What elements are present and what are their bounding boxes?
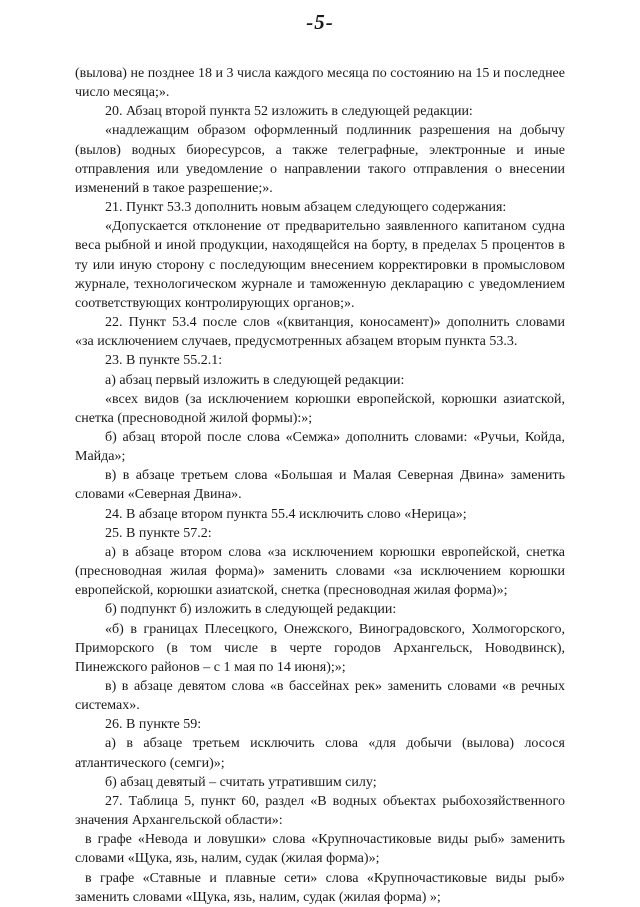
paragraph: «б) в границах Плесецкого, Онежского, Виноградовского, Холмогорского, Приморского (в том числе в черте городов Архангельск, Новодвинск), Пинежского районов – с 1 мая по 14 июня);»; [75, 621, 565, 675]
paragraph: 24. В абзаце втором пункта 55.4 исключить слово «Нерица»; [105, 506, 467, 522]
paragraph: 22. Пункт 53.4 после слов «(квитанция, коносамент)» дополнить словами «за исключением случаев, предусмотренных абзацем вторым пункта 53.3. [75, 315, 565, 350]
paragraph: «Допускается отклонение от предварительно заявленного капитаном судна веса рыбной и иной продукции, находящейся на борту, в пределах 5 процентов в ту или иную сторону с последующим внесением корректировки в промысловом журнале, технологическом журнале и таможенную декларацию с уведомлением соответствующих контролирующих органов;». [75, 219, 565, 311]
paragraph: 21. Пункт 53.3 дополнить новым абзацем следующего содержания: [105, 200, 507, 216]
paragraph: 26. В пункте 59: [105, 717, 202, 733]
page-number: -5- [306, 10, 334, 34]
paragraph: в графе «Невода и ловушки» слова «Крупночастиковые виды рыб» заменить словами «Щука, язь, налим, судак (жилая форма)»; [75, 832, 565, 867]
paragraph: б) абзац девятый – считать утратившим силу; [105, 774, 377, 790]
paragraph: 27. Таблица 5, пункт 60, раздел «В водных объектах рыбохозяйственного значения Архангельской области»: [75, 793, 565, 829]
paragraph: а) в абзаце третьем исключить слова «для добычи (вылова) лосося атлантического (семги)»; [75, 736, 565, 771]
paragraph: в) в абзаце третьем слова «Большая и Малая Северная Двина» заменить словами «Северная Двина». [75, 468, 565, 503]
paragraph: (вылова) не позднее 18 и 3 числа каждого месяца по состоянию на 15 и последнее число месяца;». [75, 66, 565, 101]
paragraph: «надлежащим образом оформленный подлинник разрешения на добычу (вылов) водных биоресурсов, а также телеграфные, электронные и иные отправления или уведомление о направлении такого отправления о внесении изменений в такое разрешение;». [75, 123, 565, 196]
paragraph: 25. В пункте 57.2: [105, 525, 212, 541]
paragraph: в графе «Ставные и плавные сети» слова «Крупночастиковые виды рыб» заменить словами «Щука, язь, налим, судак (жилая форма) »; [75, 870, 565, 905]
paragraph: «всех видов (за исключением корюшки европейской, корюшки азиатской, снетка (пресноводной жилой формы):»; [75, 391, 565, 426]
paragraph: а) абзац первый изложить в следующей редакции: [105, 372, 405, 388]
paragraph: б) абзац второй после слова «Семжа» дополнить словами: «Ручьи, Койда, Майда»; [75, 429, 565, 465]
paragraph: в) в абзаце девятом слова «в бассейнах рек» заменить словами «в речных системах». [75, 679, 565, 714]
paragraph: 23. В пункте 55.2.1: [105, 353, 223, 369]
paragraph: а) в абзаце втором слова «за исключением корюшки европейской, снетка (пресноводная жилая форма)» заменить словами «за исключением корюшки европейской, корюшки азиатской, снетка (пресноводная жилая форма)»; [75, 544, 565, 599]
paragraph: б) подпункт б) изложить в следующей редакции: [105, 602, 397, 618]
document-body [75, 64, 565, 907]
paragraph: 20. Абзац второй пункта 52 изложить в следующей редакции: [105, 104, 473, 120]
